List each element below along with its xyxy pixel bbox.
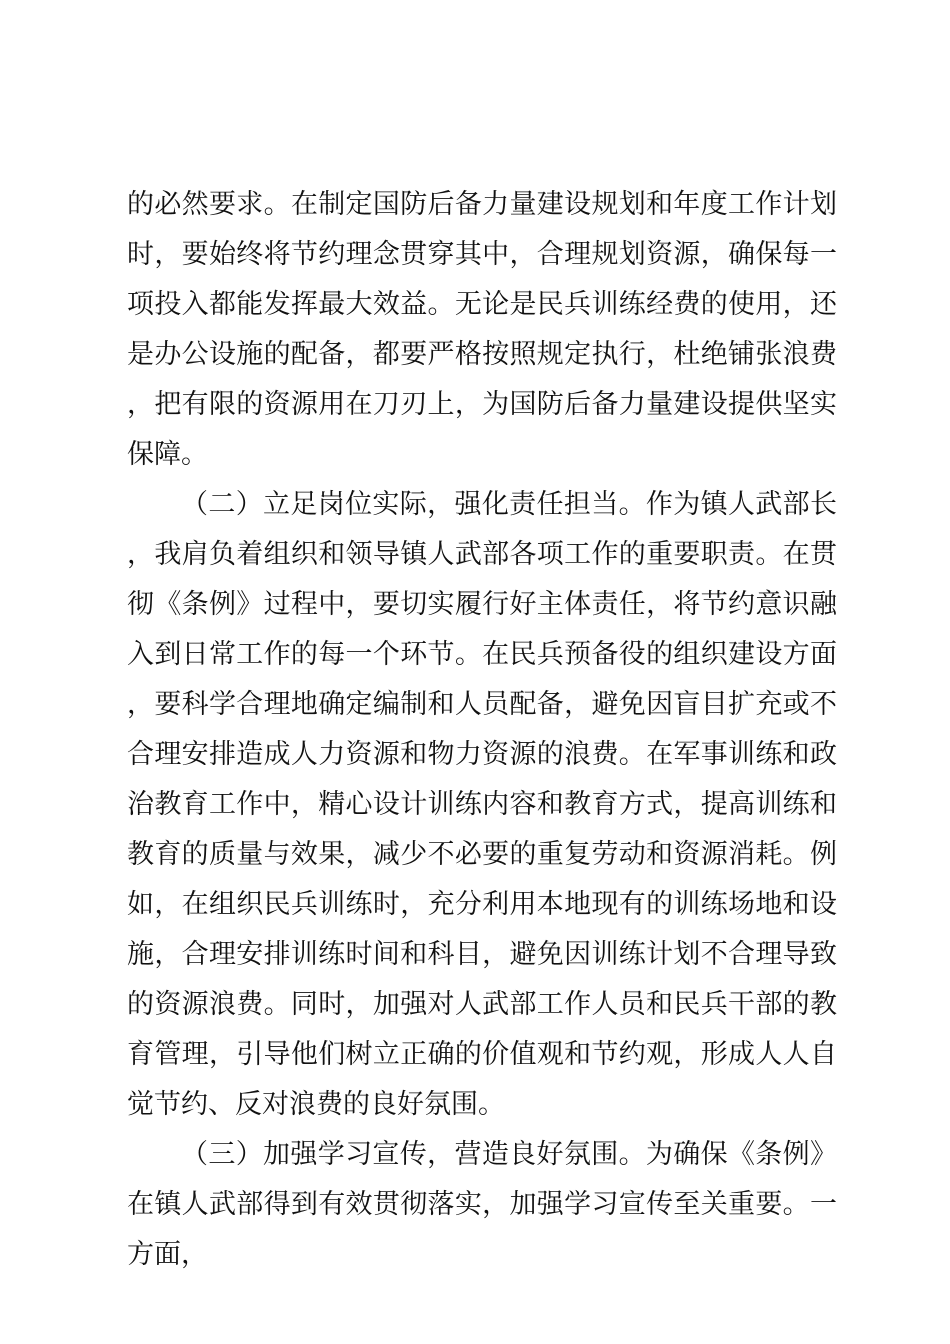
paragraph-section-three: （三）加强学习宣传，营造良好氛围。为确保《条例》在镇人武部得到有效贯彻落实，加强学习宣传至关重要。一方面， <box>127 1139 837 1270</box>
document-body <box>127 180 837 1280</box>
paragraph-section-two: （二）立足岗位实际，强化责任担当。作为镇人武部长，我肩负着组织和领导镇人武部各项工作的重要职责。在贯彻《条例》过程中，要切实履行好主体责任，将节约意识融入到日常工作的每一个环节。在民兵预备役的组织建设方面，要科学合理地确定编制和人员配备，避免因盲目扩充或不合理安排造成人力资源和物力资源的浪费。在军事训练和政治教育工作中，精心设计训练内容和教育方式，提高训练和教育的质量与效果，减少不必要的重复劳动和资源消耗。例如，在组织民兵训练时，充分利用本地现有的训练场地和设施，合理安排训练时间和科目，避免因训练计划不合理导致的资源浪费。同时，加强对人武部工作人员和民兵干部的教育管理，引导他们树立正确的价值观和节约观，形成人人自觉节约、反对浪费的良好氛围。 <box>127 489 837 1120</box>
paragraph-continuation: 的必然要求。在制定国防后备力量建设规划和年度工作计划时，要始终将节约理念贯穿其中，合理规划资源，确保每一项投入都能发挥最大效益。无论是民兵训练经费的使用，还是办公设施的配备，都要严格按照规定执行，杜绝铺张浪费，把有限的资源用在刀刃上，为国防后备力量建设提供坚实保障。 <box>127 189 837 470</box>
